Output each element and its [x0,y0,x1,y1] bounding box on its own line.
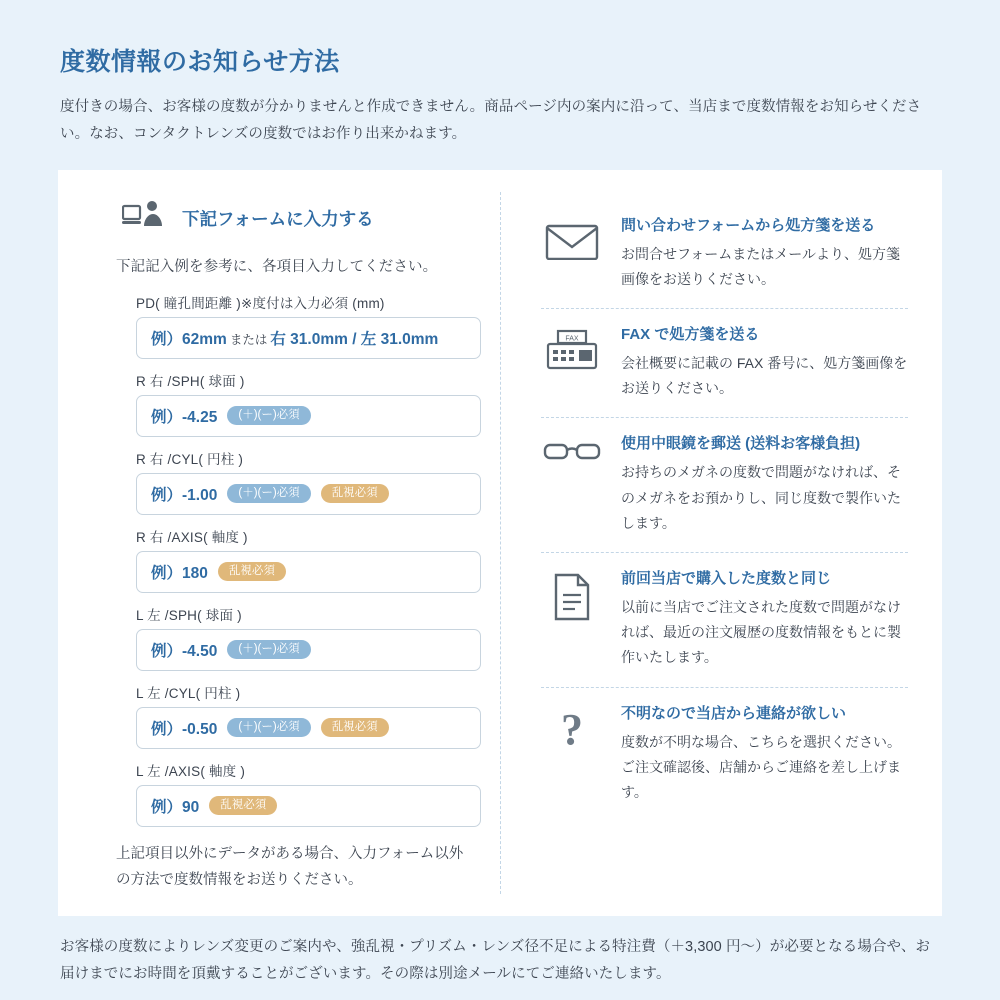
example-mid: または [229,332,268,347]
method-contact-me[interactable] [541,687,908,822]
tag-plus-minus-required: (＋)(ー)必須 [227,484,310,504]
method-mail-glasses[interactable] [541,417,908,552]
example-prefix: 例） [151,798,183,816]
method-title: FAX で処方箋を送る [621,326,760,343]
field-label: R 右 /SPH( 球面 ) [136,373,245,389]
r-axis-input[interactable] [136,551,481,593]
method-title: 不明なので当店から連絡が欲しい [621,704,847,722]
pd-input[interactable] [136,317,481,359]
question-mark-icon: ? [561,704,583,754]
field-l-sph [136,604,474,671]
field-label: R 右 /AXIS( 軸度 ) [136,529,248,545]
example-prefix: 例） [151,486,183,504]
method-title: 問い合わせフォームから処方箋を送る [621,216,876,234]
document-icon [541,567,603,621]
example-value: 180 [182,564,208,582]
r-sph-input[interactable] [136,395,481,437]
method-title: 前回当店で購入した度数と同じ [621,569,832,587]
example-prefix: 例） [151,720,183,738]
field-label: R 右 /CYL( 円柱 ) [136,451,244,467]
alternative-methods-column [500,192,932,895]
example-value: -1.00 [182,486,218,504]
field-label: PD( 瞳孔間距離 )※度付は入力必須 (mm) [136,295,385,311]
method-text: 度数が不明な場合、こちらを選択ください。ご注文確認後、店舗からご連絡を差し上げます。 [621,733,901,800]
method-title: 使用中眼鏡を郵送 (送料お客様負担) [621,435,861,453]
method-text: 会社概要に記載の FAX 番号に、処方箋画像をお送りください。 [621,355,908,397]
l-sph-input[interactable] [136,629,481,671]
field-pd [136,292,474,359]
glasses-icon [541,432,603,464]
method-fax[interactable] [541,308,908,417]
example-value2: 右 31.0mm / 左 31.0mm [270,330,439,348]
fax-icon [541,323,603,371]
field-label: L 左 /SPH( 球面 ) [136,607,242,623]
example-value: 62mm [182,330,227,348]
page-title: 度数情報のお知らせ方法 [60,48,340,76]
form-input-column [68,192,500,895]
form-input-title: 下記フォームに入力する [182,208,374,229]
field-r-axis [136,526,474,593]
form-input-heading [102,200,474,237]
example-value: -4.25 [182,408,218,426]
example-value: -0.50 [182,720,218,738]
info-card [58,170,942,917]
tag-plus-minus-required: (＋)(ー)必須 [227,640,310,660]
method-text: 以前に当店でご注文された度数で問題がなければ、最近の注文履歴の度数情報をもとに製作いたします。 [621,598,901,666]
tag-astigmatism-required: 乱視必須 [209,796,277,816]
svg-text:FAX: FAX [565,335,579,343]
example-value: 90 [182,798,200,816]
tag-plus-minus-required: (＋)(ー)必須 [227,406,310,426]
example-value: -4.50 [182,642,218,660]
person-laptop-icon [122,200,166,237]
method-text: お持ちのメガネの度数で問題がなければ、そのメガネをお預かりし、同じ度数で製作いたします。 [621,464,901,531]
field-r-sph [136,370,474,437]
l-cyl-input[interactable] [136,707,481,749]
tag-astigmatism-required: 乱視必須 [218,562,286,582]
intro-text: 度付きの場合、お客様の度数が分かりませんと作成できません。商品ページ内の案内に沿って、当店まで度数情報をお知らせください。なお、コンタクトレンズの度数ではお作り出来かねます。 [60,99,922,142]
tag-plus-minus-required: (＋)(ー)必須 [227,718,310,738]
field-label: L 左 /CYL( 円柱 ) [136,685,241,701]
envelope-icon [541,214,603,260]
example-prefix: 例） [151,408,183,426]
method-text: お問合せフォームまたはメールより、処方箋画像をお送りください。 [621,245,901,287]
example-prefix: 例） [151,330,183,348]
field-l-axis [136,760,474,827]
tag-astigmatism-required: 乱視必須 [321,484,389,504]
field-label: L 左 /AXIS( 軸度 ) [136,763,246,779]
form-input-note: 上記項目以外にデータがある場合、入力フォーム以外の方法で度数情報をお送りください。 [116,845,464,889]
l-axis-input[interactable] [136,785,481,827]
tag-astigmatism-required: 乱視必須 [321,718,389,738]
example-prefix: 例） [151,564,183,582]
footer-note: お客様の度数によりレンズ変更のご案内や、強乱視・プリズム・レンズ径不足による特注費（＋3,300 円～）が必要となる場合や、お届けまでにお時間を頂戴することがございます。その際は別途メールにてご連絡いたします。 [60,939,931,983]
form-input-subtitle: 下記記入例を参考に、各項目入力してください。 [116,258,438,275]
field-r-cyl [136,448,474,515]
example-prefix: 例） [151,642,183,660]
method-inquiry-form[interactable] [541,200,908,308]
method-previous-order[interactable] [541,552,908,687]
r-cyl-input[interactable] [136,473,481,515]
field-l-cyl [136,682,474,749]
